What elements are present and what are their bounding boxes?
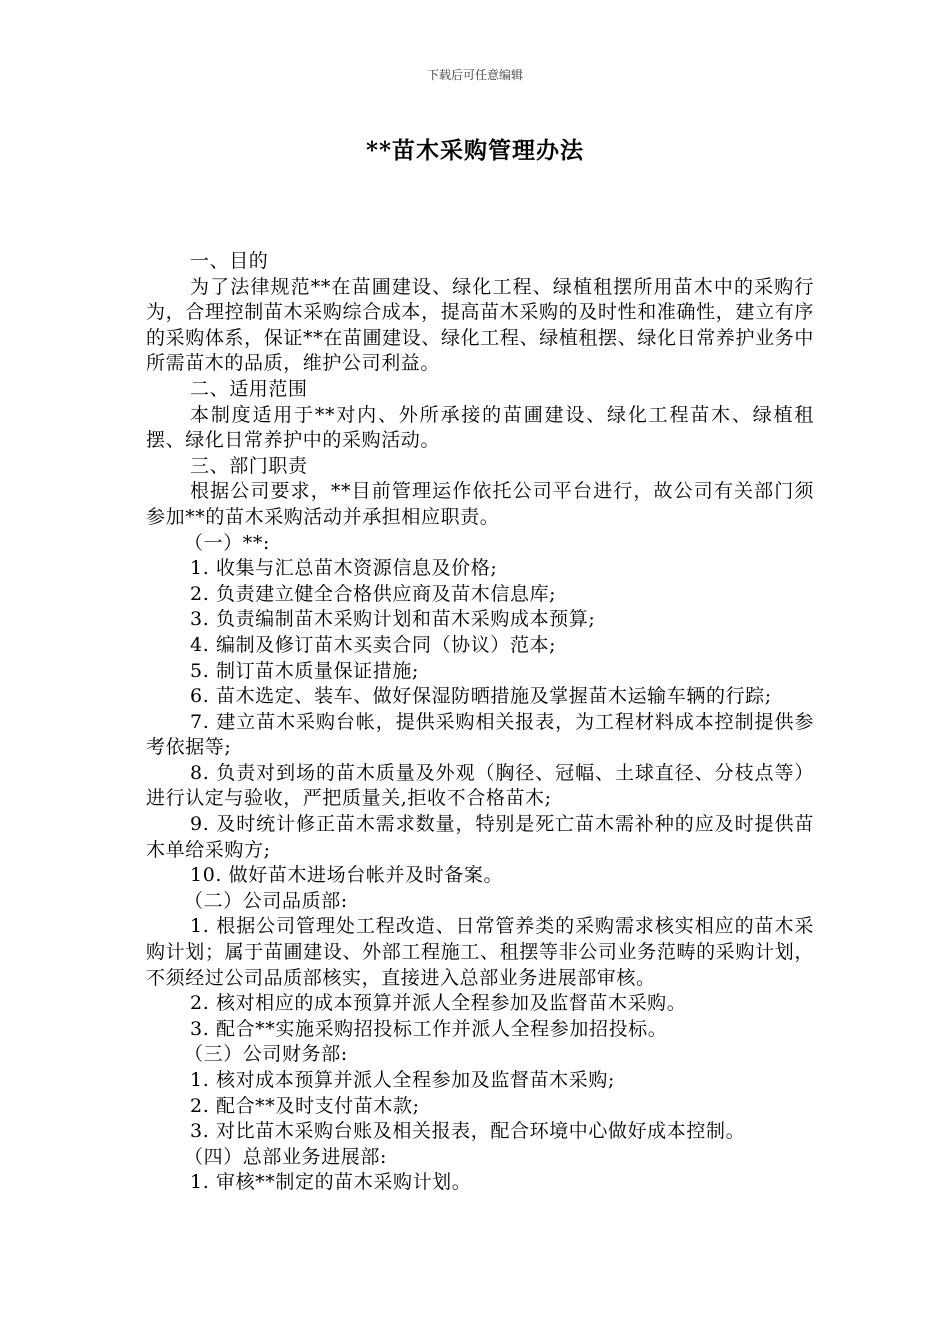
list-item: 2. 核对相应的成本预算并派人全程参加及监督苗木采购。: [190, 992, 687, 1015]
section-heading-duties: 三、部门职责: [190, 454, 308, 477]
list-item: 2. 配合**及时支付苗木款;: [190, 1094, 420, 1117]
list-item: 4. 编制及修订苗木买卖合同（协议）范本;: [190, 633, 557, 656]
document-body: [146, 249, 814, 1196]
list-item: 2. 负责建立健全合格供应商及苗木信息库;: [190, 582, 557, 605]
list-item: 1. 根据公司管理处工程改造、日常管养类的采购需求核实相应的苗木采购计划；属于苗圃建设、外部工程施工、租摆等非公司业务范畴的采购计划，不须经过公司品质部核实，直接进入总部业务进展部审核。: [146, 915, 814, 989]
list-item: 3. 负责编制苗木采购计划和苗木采购成本预算;: [190, 608, 596, 631]
list-item: 1. 审核**制定的苗木采购计划。: [190, 1171, 472, 1194]
paragraph-duties: 根据公司要求，**目前管理运作依托公司平台进行，故公司有关部门须参加**的苗木采购活动并承担相应职责。: [146, 480, 814, 528]
subsection-heading: （二）公司品质部:: [184, 889, 348, 912]
paragraph-scope: 本制度适用于**对内、外所承接的苗圃建设、绿化工程苗木、绿植租摆、绿化日常养护中的采购活动。: [146, 403, 814, 452]
list-item: 1. 收集与汇总苗木资源信息及价格;: [190, 557, 498, 580]
list-item: 7. 建立苗木采购台帐，提供采购相关报表，为工程材料成本控制提供参考依据等;: [146, 710, 814, 759]
watermark-text: 下载后可任意编辑: [426, 68, 523, 82]
list-item: 5. 制订苗木质量保证措施;: [190, 659, 419, 682]
section-heading-scope: 二、适用范围: [190, 377, 308, 400]
list-item: 3. 配合**实施采购招投标工作并派人全程参加招投标。: [190, 1017, 668, 1040]
subsection-heading: （一）**:: [184, 531, 271, 554]
list-item: 6. 苗木选定、装车、做好保湿防晒措施及掌握苗木运输车辆的行踪;: [190, 685, 772, 708]
section-heading-purpose: 一、目的: [190, 250, 269, 272]
subsection-heading: （三）公司财务部:: [184, 1043, 348, 1066]
list-item: 1. 核对成本预算并派人全程参加及监督苗木采购;: [190, 1069, 615, 1091]
document-title: **苗木采购管理办法: [365, 137, 585, 164]
list-item: 3. 对比苗木采购台账及相关报表，配合环境中心做好成本控制。: [190, 1120, 746, 1143]
list-item: 9. 及时统计修正苗木需求数量，特别是死亡苗木需补种的应及时提供苗木单给采购方;: [146, 813, 814, 861]
paragraph-purpose: 为了法律规范**在苗圃建设、绿化工程、绿植租摆所用苗木中的采购行为，合理控制苗木采购综合成本，提高苗木采购的及时性和准确性，建立有序的采购体系，保证**在苗圃建设、绿化工程、绿植租摆、绿化日常养护业务中所需苗木的品质，维护公司利益。: [146, 275, 814, 375]
subsection-heading: （四）总部业务进展部:: [184, 1145, 388, 1168]
list-item: 8. 负责对到场的苗木质量及外观（胸径、冠幅、土球直径、分枝点等）进行认定与验收，严把质量关,拒收不合格苗木;: [146, 761, 814, 810]
list-item: 10. 做好苗木进场台帐并及时备案。: [190, 864, 504, 887]
